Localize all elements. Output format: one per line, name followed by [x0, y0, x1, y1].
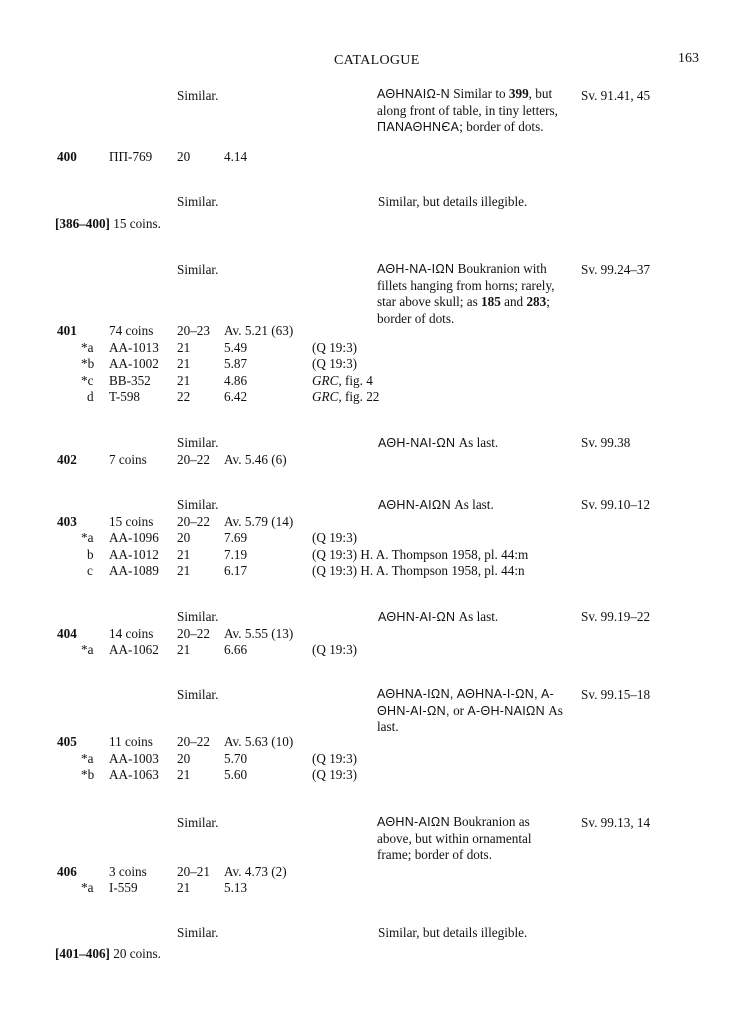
weight: 5.70 — [224, 751, 248, 766]
obverse-desc: Similar. — [177, 88, 219, 103]
svoronos-ref: Sv. 99.15–18 — [581, 687, 651, 702]
page-title: CATALOGUE — [334, 53, 420, 68]
weight: 6.66 — [224, 642, 248, 657]
obverse-desc: Similar. — [177, 262, 219, 277]
sub-letter: *a — [81, 340, 94, 355]
weight: 7.69 — [224, 530, 248, 545]
diameter: 21 — [177, 563, 191, 578]
sub-letter: c — [87, 563, 93, 578]
weight: 5.87 — [224, 356, 248, 371]
find-context: (Q 19:3) H. A. Thompson 1958, pl. 44:m — [312, 547, 529, 562]
inventory-number: AA-1002 — [109, 356, 159, 371]
weight: 7.19 — [224, 547, 248, 562]
reverse-desc: ΑΘΗΝΑ-ΙΩΝ, ΑΘΗΝΑ-Ι-ΩΝ, Α-ΘΗΝ-ΑΙ-ΩΝ, or Α-ΘΗ-ΝΑΙΩΝ As last. — [377, 687, 563, 734]
inventory-number: AA-1003 — [109, 751, 159, 766]
diameter: 20–22 — [177, 452, 210, 467]
diameter: 21 — [177, 642, 191, 657]
inventory-number: AA-1012 — [109, 547, 159, 562]
find-context: (Q 19:3) — [312, 642, 358, 657]
weight: 4.86 — [224, 373, 248, 388]
sub-letter: d — [87, 389, 94, 404]
obverse-desc: Similar. — [177, 497, 219, 512]
svoronos-ref: Sv. 99.10–12 — [581, 497, 651, 512]
group-summary: [386–400] 15 coins. — [55, 216, 161, 231]
svoronos-ref: Sv. 91.41, 45 — [581, 88, 651, 103]
sub-letter: *a — [81, 642, 94, 657]
weight: 6.42 — [224, 389, 248, 404]
catalogue-number: 400 — [57, 149, 77, 164]
sub-letter: *a — [81, 880, 94, 895]
reverse-desc: ΑΘΗΝ-ΑΙΩΝ Boukranion as above, but within ornamental frame; border of dots. — [377, 814, 532, 862]
find-context: (Q 19:3) — [312, 340, 358, 355]
diameter: 21 — [177, 373, 191, 388]
obverse-desc: Similar. — [177, 435, 219, 450]
inventory-number: AA-1089 — [109, 563, 159, 578]
find-context: (Q 19:3) — [312, 530, 358, 545]
page-number: 163 — [678, 51, 699, 66]
group-summary: [401–406] 20 coins. — [55, 946, 161, 961]
obverse-desc: Similar. — [177, 194, 219, 209]
weight: Av. 5.63 (10) — [224, 734, 294, 749]
reverse-desc: ΑΘΗΝ-ΑΙ-ΩΝ As last. — [378, 609, 499, 624]
inventory-number: I-559 — [109, 880, 138, 895]
inventory-number: AA-1013 — [109, 340, 159, 355]
weight: Av. 5.79 (14) — [224, 514, 294, 529]
catalogue-number: 405 — [57, 734, 77, 749]
reverse-desc: ΑΘΗ-ΝΑΙ-ΩΝ As last. — [378, 435, 499, 450]
obverse-desc: Similar. — [177, 925, 219, 940]
diameter: 20–22 — [177, 626, 210, 641]
diameter: 21 — [177, 767, 191, 782]
inventory-number: AA-1063 — [109, 767, 159, 782]
diameter: 20–21 — [177, 864, 210, 879]
weight: 5.49 — [224, 340, 248, 355]
inventory-number: ΠΠ-769 — [109, 149, 153, 164]
diameter: 20–23 — [177, 323, 210, 338]
coin-count: 3 coins — [109, 864, 147, 879]
weight: 5.13 — [224, 880, 248, 895]
weight: Av. 5.21 (63) — [224, 323, 294, 338]
coin-count: 11 coins — [109, 734, 153, 749]
sub-letter: *a — [81, 751, 94, 766]
obverse-desc: Similar. — [177, 687, 219, 702]
svoronos-ref: Sv. 99.24–37 — [581, 262, 651, 277]
weight: 6.17 — [224, 563, 248, 578]
diameter: 21 — [177, 340, 191, 355]
inventory-number: T-598 — [109, 389, 141, 404]
weight: Av. 5.46 (6) — [224, 452, 287, 467]
coin-count: 7 coins — [109, 452, 147, 467]
catalogue-number: 404 — [57, 626, 77, 641]
diameter: 20 — [177, 149, 191, 164]
inventory-number: AA-1096 — [109, 530, 159, 545]
diameter: 21 — [177, 547, 191, 562]
weight: 5.60 — [224, 767, 248, 782]
inventory-number: BB-352 — [109, 373, 151, 388]
weight: Av. 4.73 (2) — [224, 864, 287, 879]
catalogue-number: 403 — [57, 514, 77, 529]
sub-letter: *b — [81, 767, 95, 782]
diameter: 21 — [177, 356, 191, 371]
diameter: 20 — [177, 530, 191, 545]
catalogue-number: 401 — [57, 323, 77, 338]
weight: 4.14 — [224, 149, 248, 164]
inventory-number: AA-1062 — [109, 642, 159, 657]
obverse-desc: Similar. — [177, 609, 219, 624]
diameter: 20–22 — [177, 514, 210, 529]
coin-count: 74 coins — [109, 323, 154, 338]
publication-ref: GRC, fig. 22 — [312, 389, 380, 404]
coin-count: 14 coins — [109, 626, 154, 641]
find-context: (Q 19:3) — [312, 356, 358, 371]
catalogue-number: 402 — [57, 452, 77, 467]
coin-count: 15 coins — [109, 514, 154, 529]
catalogue-number: 406 — [57, 864, 77, 879]
find-context: (Q 19:3) H. A. Thompson 1958, pl. 44:n — [312, 563, 525, 578]
diameter: 20–22 — [177, 734, 210, 749]
publication-ref: GRC, fig. 4 — [312, 373, 373, 388]
svoronos-ref: Sv. 99.13, 14 — [581, 815, 651, 830]
sub-letter: *b — [81, 356, 95, 371]
find-context: (Q 19:3) — [312, 751, 358, 766]
reverse-desc: Similar, but details illegible. — [378, 925, 528, 940]
reverse-desc: ΑΘΗΝ-ΑΙΩΝ As last. — [378, 497, 494, 512]
sub-letter: *a — [81, 530, 94, 545]
diameter: 21 — [177, 880, 191, 895]
sub-letter: b — [87, 547, 94, 562]
diameter: 22 — [177, 389, 191, 404]
svoronos-ref: Sv. 99.38 — [581, 435, 631, 450]
weight: Av. 5.55 (13) — [224, 626, 294, 641]
diameter: 20 — [177, 751, 191, 766]
reverse-desc: Similar, but details illegible. — [378, 194, 528, 209]
obverse-desc: Similar. — [177, 815, 219, 830]
svoronos-ref: Sv. 99.19–22 — [581, 609, 651, 624]
reverse-desc: ΑΘΗΝΑΙΩ-Ν Similar to 399, but along front of table, in tiny letters, ΠΑΝΑΘΗΝЄΑ; border of dots. — [377, 86, 558, 134]
sub-letter: *c — [81, 373, 94, 388]
find-context: (Q 19:3) — [312, 767, 358, 782]
reverse-desc: ΑΘΗ-ΝΑ-ΙΩΝ Boukranion with fillets hanging from horns; rarely, star above skull; as 185 and 283; border of dots. — [377, 261, 555, 326]
